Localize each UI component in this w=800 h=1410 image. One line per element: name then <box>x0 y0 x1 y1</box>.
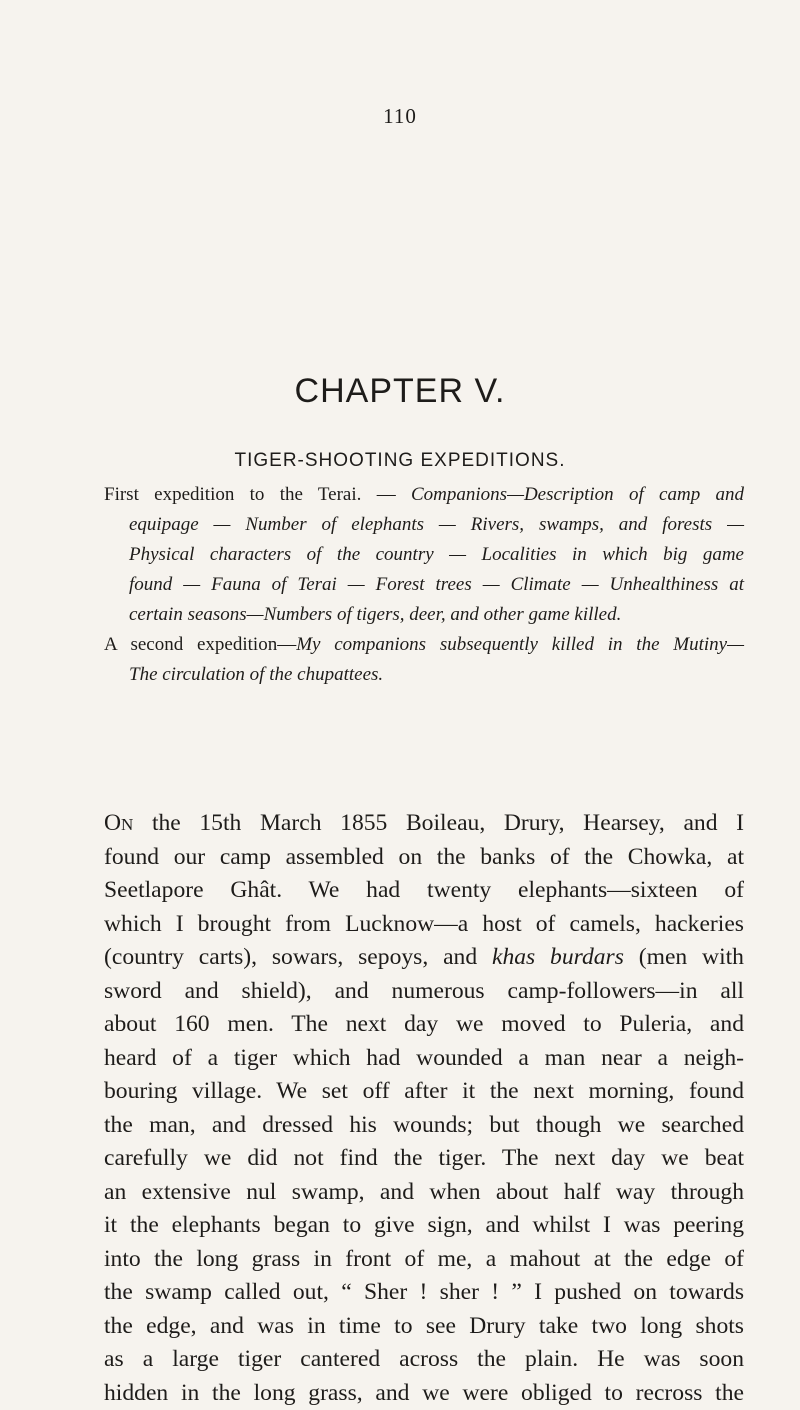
chapter-title: CHAPTER V. <box>0 372 800 411</box>
body-line <box>104 908 744 942</box>
body-text-run: it the elephants began to give sign, and whilst I was peering <box>104 1212 744 1238</box>
body-line <box>104 1042 744 1076</box>
body-text-run: carefully we did not find the tiger. The next day we beat <box>104 1145 744 1171</box>
body-line <box>104 1276 744 1310</box>
body-text-run: found our camp assembled on the banks of the Chowka, at <box>104 844 744 870</box>
body-line <box>104 841 744 875</box>
body-text-run: the man, and dressed his wounds; but though we searched <box>104 1112 744 1138</box>
body-text-run: as a large tiger cantered across the plain. He was soon <box>104 1346 744 1372</box>
body-text-run: the edge, and was in time to see Drury take two long shots <box>104 1313 744 1339</box>
body-line <box>104 1243 744 1277</box>
body-text-run: hidden in the long grass, and we were obliged to recross the <box>104 1380 744 1406</box>
body-text-run: (country carts), sowars, sepoys, and <box>104 944 492 970</box>
body-line <box>104 874 744 908</box>
body-text-run: bouring village. We set off after it the next morning, found <box>104 1078 744 1104</box>
chapter-subtitle: TIGER-SHOOTING EXPEDITIONS. <box>0 450 800 472</box>
body-line <box>104 1310 744 1344</box>
synopsis-text: Physical characters of the country — Localities in which big game <box>129 544 744 565</box>
synopsis-text: The circulation of the chupattees. <box>129 664 383 685</box>
body-text-run: heard of a tiger which had wounded a man near a neigh- <box>104 1045 744 1071</box>
synopsis-text: Companions—Description of camp and <box>411 484 744 505</box>
page-number: 110 <box>0 104 800 129</box>
body-text-run: an extensive nul swamp, and when about half way through <box>104 1179 744 1205</box>
body-text-run: On <box>104 810 133 836</box>
body-line <box>104 1377 744 1410</box>
body-line <box>104 1176 744 1210</box>
body-text-run: the 15th March 1855 Boileau, Drury, Hearsey, and I <box>133 810 744 836</box>
synopsis-line <box>104 510 744 540</box>
synopsis-line <box>104 600 744 630</box>
synopsis-text: found — Fauna of Terai — Forest trees — Climate — Unhealthiness at <box>129 574 744 595</box>
body-text-run: Seetlapore Ghât. We had twenty elephants—sixteen of <box>104 877 744 903</box>
body-line <box>104 1109 744 1143</box>
body-text-run: the swamp called out, “ Sher ! sher ! ” I pushed on towards <box>104 1279 744 1305</box>
synopsis-text: First expedition to the Terai. — <box>104 484 411 505</box>
body-line <box>104 1075 744 1109</box>
synopsis-line <box>104 630 744 660</box>
body-text-run: (men with <box>624 944 744 970</box>
body-text-run: which I brought from Lucknow—a host of camels, hackeries <box>104 911 744 937</box>
body-line <box>104 941 744 975</box>
body-text-run: into the long grass in front of me, a mahout at the edge of <box>104 1246 744 1272</box>
synopsis-text: equipage — Number of elephants — Rivers, swamps, and forests — <box>129 514 744 535</box>
body-line <box>104 975 744 1009</box>
body-text-run: khas burdars <box>492 944 624 970</box>
body-line <box>104 1343 744 1377</box>
body-line <box>104 1008 744 1042</box>
synopsis-text: My companions subsequently killed in the Mutiny— <box>296 634 744 655</box>
body-text-run: about 160 men. The next day we moved to Puleria, and <box>104 1011 744 1037</box>
chapter-synopsis <box>104 480 744 690</box>
body-line <box>104 1209 744 1243</box>
body-line <box>104 807 744 841</box>
synopsis-line <box>104 660 744 690</box>
synopsis-text: A second expedition— <box>104 634 296 655</box>
synopsis-text: certain seasons—Numbers of tigers, deer, and other game killed. <box>129 604 621 625</box>
synopsis-line <box>104 480 744 510</box>
body-text <box>104 807 744 1410</box>
synopsis-line <box>104 540 744 570</box>
body-text-run: sword and shield), and numerous camp-followers—in all <box>104 978 744 1004</box>
synopsis-line <box>104 570 744 600</box>
body-line <box>104 1142 744 1176</box>
